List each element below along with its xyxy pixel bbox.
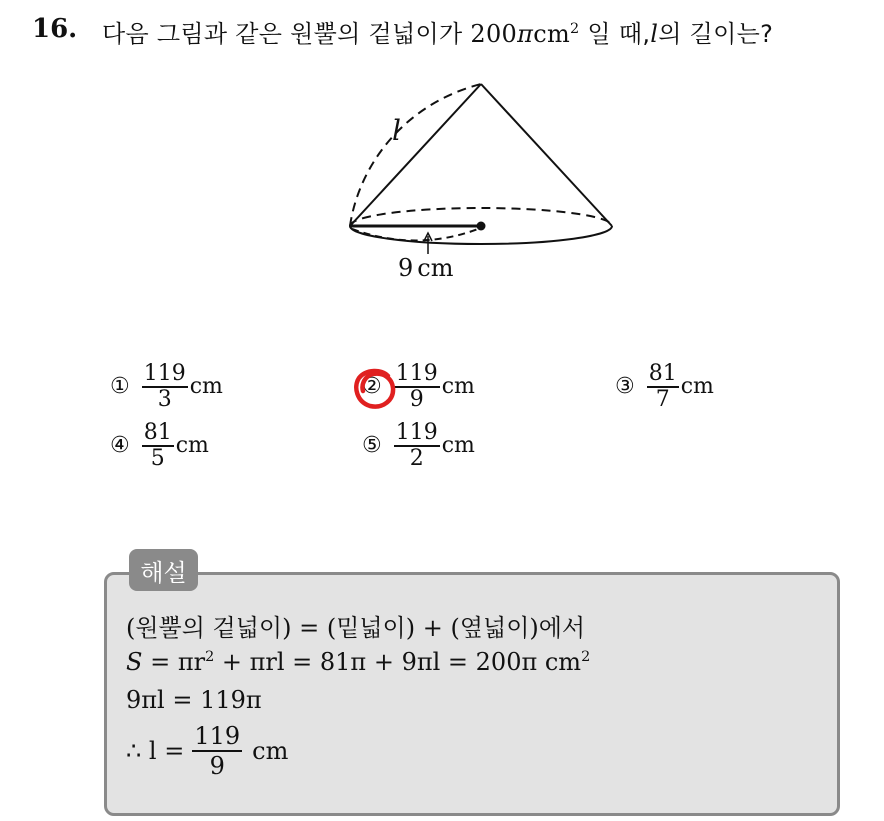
numerator: 119 — [143, 361, 186, 386]
choice-marker: ① — [110, 374, 130, 400]
area-value — [470, 20, 579, 48]
slant-variable: l — [650, 20, 659, 48]
denominator: 2 — [409, 445, 424, 471]
choice-marker: ② — [362, 374, 382, 400]
answer-unit: cm — [252, 736, 289, 765]
solution-line-4 — [126, 722, 288, 780]
choice-1[interactable] — [110, 362, 223, 412]
choice-unit: cm — [680, 374, 714, 400]
solution-line-2 — [126, 648, 590, 676]
solution-tab: 해설 — [129, 549, 198, 591]
surface-area-symbol: S — [126, 648, 143, 676]
numerator: 119 — [395, 420, 438, 445]
solution-line-1: (원뿔의 겉넓이) = (밑넓이) + (옆넓이)에서 — [126, 614, 586, 642]
choice-fraction — [142, 421, 174, 471]
answer-numerator: 119 — [194, 722, 241, 750]
solution-line-3: 9πl = 119π — [126, 686, 262, 714]
cone-side-right — [481, 84, 612, 226]
denominator: 5 — [150, 445, 165, 471]
area-unit-exponent: 2 — [570, 21, 580, 37]
numerator: 119 — [395, 361, 438, 386]
therefore-expression: ∴ l = — [126, 736, 185, 765]
formula-part-1: = πr — [142, 648, 206, 676]
numerator: 81 — [648, 361, 677, 386]
formula-part-2: + πrl = 81π + 9πl = 200π cm — [214, 648, 582, 676]
formula-exp-2: 2 — [581, 649, 591, 665]
choice-marker: ⑤ — [362, 433, 382, 459]
choice-marker: ③ — [615, 374, 635, 400]
choice-unit: cm — [441, 374, 475, 400]
radius-unit: cm — [417, 254, 454, 282]
choice-fraction — [142, 362, 188, 412]
area-number: 200 — [470, 20, 518, 48]
answer-denominator: 9 — [209, 751, 225, 780]
denominator: 7 — [655, 386, 670, 412]
radius-value: 9 — [398, 254, 414, 282]
pi-symbol: π — [517, 20, 534, 48]
question-number: 16. — [32, 14, 78, 44]
choice-4[interactable] — [110, 421, 209, 471]
center-point — [477, 222, 486, 231]
choice-3[interactable] — [615, 362, 714, 412]
choice-unit: cm — [175, 433, 209, 459]
cone-side-left — [350, 84, 481, 226]
cone-figure — [330, 70, 630, 285]
question-text — [102, 14, 773, 49]
choice-5[interactable] — [362, 421, 475, 471]
choice-fraction — [394, 421, 440, 471]
denominator: 3 — [157, 386, 172, 412]
question-text-before: 다음 그림과 같은 원뿔의 겉넓이가 — [102, 20, 471, 48]
question-text-after: 의 길이는? — [658, 20, 774, 48]
answer-fraction — [192, 722, 242, 780]
radius-label — [398, 254, 454, 282]
question-text-mid: 일 때, — [579, 20, 651, 48]
formula-exp-1: 2 — [205, 649, 215, 665]
choice-unit: cm — [189, 374, 223, 400]
numerator: 81 — [143, 420, 172, 445]
denominator: 9 — [409, 386, 424, 412]
choice-marker: ④ — [110, 433, 130, 459]
slant-label: l — [392, 114, 401, 147]
choice-fraction — [394, 362, 440, 412]
answer-circle-mark — [352, 366, 400, 412]
area-unit: cm — [533, 20, 571, 48]
choice-unit: cm — [441, 433, 475, 459]
choice-fraction — [647, 362, 679, 412]
